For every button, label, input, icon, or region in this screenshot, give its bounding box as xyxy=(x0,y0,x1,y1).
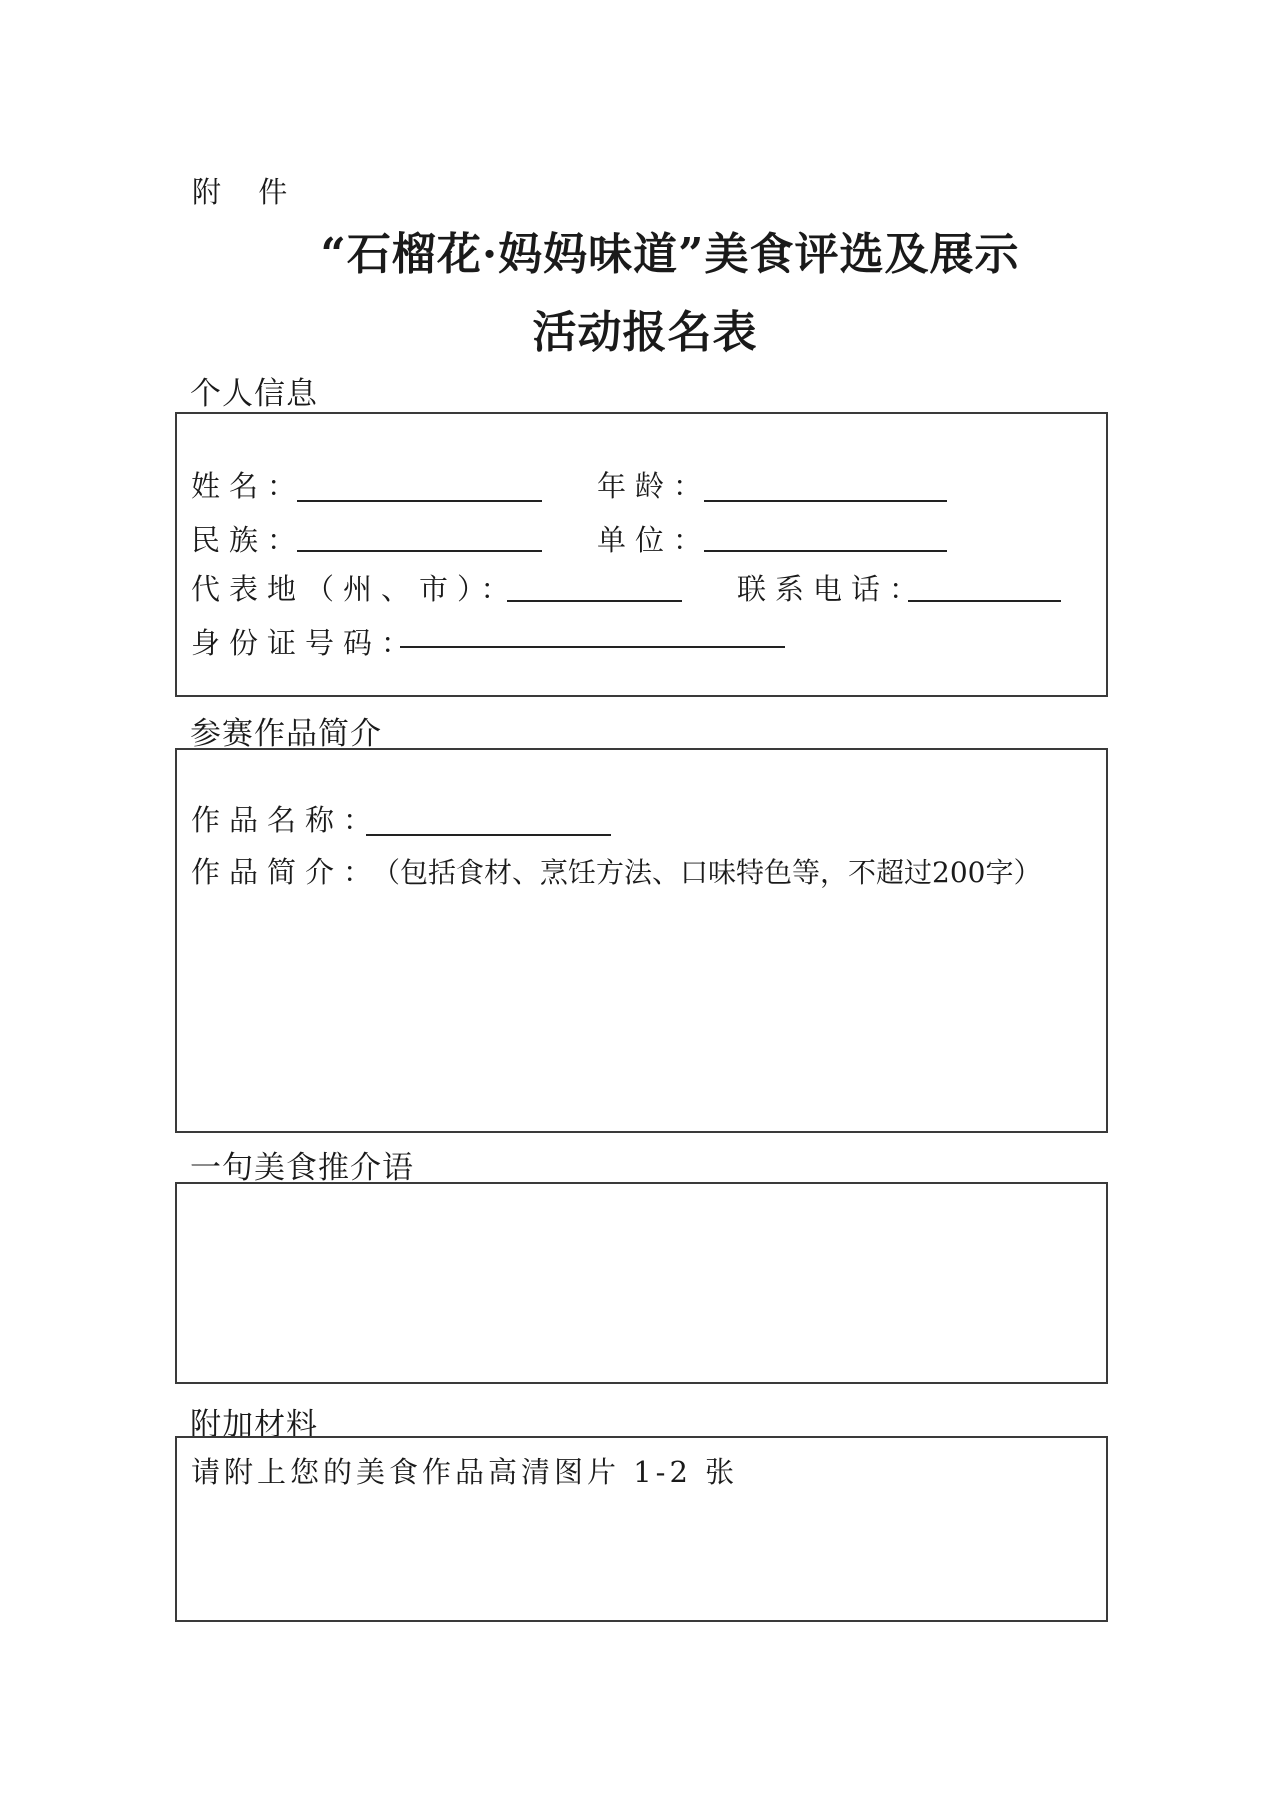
attachments-box[interactable] xyxy=(175,1436,1108,1622)
entry-intro-box[interactable] xyxy=(175,748,1108,1133)
phone-field[interactable] xyxy=(908,600,1061,602)
ethnicity-field[interactable] xyxy=(297,550,542,552)
employer-field[interactable] xyxy=(704,550,947,552)
slogan-box[interactable] xyxy=(175,1182,1108,1384)
id-number-label: 身份证号码： xyxy=(191,626,420,660)
attachments-instruction: 请附上您的美食作品高清图片 1-2 张 xyxy=(191,1455,739,1489)
personal-info-heading: 个人信息 xyxy=(190,376,318,412)
intro-label: 作品简介： xyxy=(191,855,382,889)
slogan-heading: 一句美食推介语 xyxy=(190,1150,414,1186)
id-number-field[interactable] xyxy=(400,646,785,648)
dish-name-field[interactable] xyxy=(366,834,611,836)
dish-name-label: 作品名称： xyxy=(191,803,382,837)
name-label: 姓名： xyxy=(191,469,306,503)
attachments-heading: 附加材料 xyxy=(190,1407,318,1443)
personal-info-box xyxy=(175,412,1108,697)
form-subtitle: 活动报名表 xyxy=(532,307,758,358)
form-title: “石榴花·妈妈味道”美食评选及展示 xyxy=(320,229,1020,280)
intro-hint: （包括食材、烹饪方法、口味特色等，不超过200字） xyxy=(372,856,1042,889)
region-label: 代表地（州、市）： xyxy=(191,572,519,606)
age-label: 年龄： xyxy=(597,469,712,503)
attachment-label: 附 件 xyxy=(192,175,302,209)
age-field[interactable] xyxy=(704,500,947,502)
entry-intro-heading: 参赛作品简介 xyxy=(190,716,382,752)
employer-label: 单位： xyxy=(597,523,712,557)
region-field[interactable] xyxy=(507,600,682,602)
name-field[interactable] xyxy=(297,500,542,502)
ethnicity-label: 民族： xyxy=(191,523,306,557)
phone-label: 联系电话： xyxy=(737,572,928,606)
